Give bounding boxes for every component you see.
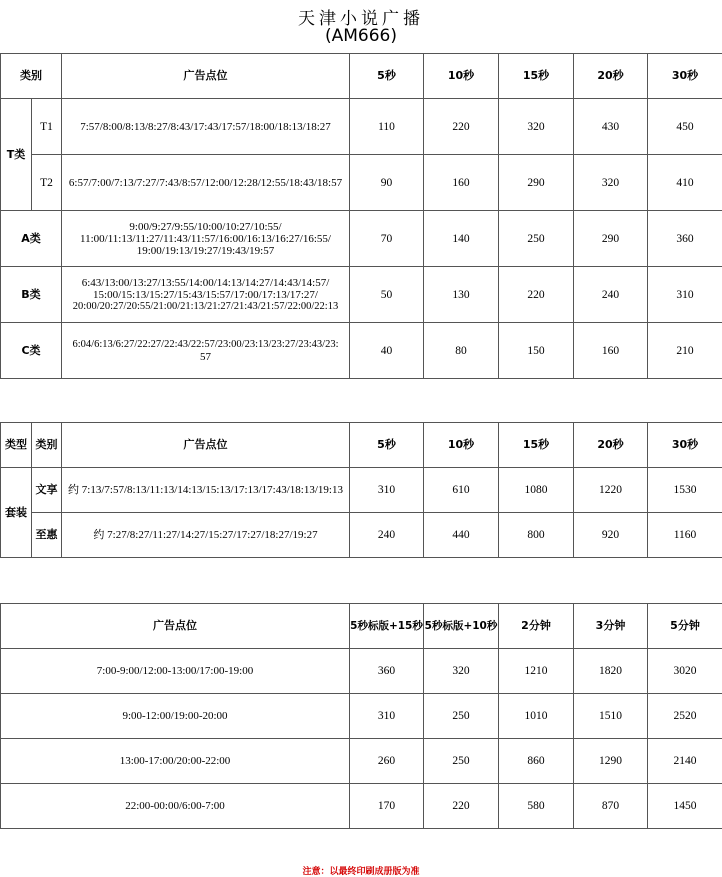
slot-line: 19:00/19:13/19:27/19:43/19:57 [136, 244, 275, 257]
slot-line: 57 [200, 350, 211, 363]
price-cell: 860 [499, 739, 574, 784]
price-cell: 360 [648, 211, 722, 267]
table-row [1, 784, 722, 829]
price-cell: 2520 [648, 694, 722, 739]
price-cell: 50 [350, 267, 424, 323]
price-cell: 1210 [499, 649, 574, 694]
price-cell: 240 [350, 513, 424, 558]
category-cell: T类 [1, 99, 32, 211]
price-cell: 170 [350, 784, 424, 829]
slot-cell: 约 7:13/7:57/8:13/11:13/14:13/15:13/17:13/17:43/18:13/19:13 [62, 468, 350, 513]
price-cell: 140 [424, 211, 499, 267]
slot-cell: 7:57/8:00/8:13/8:27/8:43/17:43/17:57/18:00/18:13/18:27 [62, 99, 350, 155]
price-cell: 220 [424, 99, 499, 155]
price-cell: 70 [350, 211, 424, 267]
header-duration: 5秒 [350, 423, 424, 468]
category-cell: A类 [1, 211, 62, 267]
price-cell: 320 [499, 99, 574, 155]
price-cell: 80 [424, 323, 499, 379]
table-row [1, 513, 722, 558]
price-cell: 3020 [648, 649, 722, 694]
price-cell: 250 [424, 739, 499, 784]
slot-cell: 6:57/7:00/7:13/7:27/7:43/8:57/12:00/12:28/12:55/18:43/18:57 [62, 155, 350, 211]
slot-cell: 7:00-9:00/12:00-13:00/17:00-19:00 [1, 649, 350, 694]
page-title: 天津小说广播 [298, 9, 424, 29]
slot-line: 9:00/9:27/9:55/10:00/10:27/10:55/ [129, 220, 282, 233]
header-duration: 2分钟 [499, 604, 574, 649]
price-cell: 1530 [648, 468, 722, 513]
rate-table-standard [0, 53, 722, 379]
price-cell: 1160 [648, 513, 722, 558]
price-cell: 320 [574, 155, 648, 211]
slot-line: 6:04/6:13/6:27/22:27/22:43/22:57/23:00/23:13/23:27/23:43/23: [72, 338, 339, 350]
slot-cell [62, 211, 350, 267]
price-cell: 160 [424, 155, 499, 211]
slot-line: 6:43/13:00/13:27/13:55/14:00/14:13/14:27/14:43/14:57/ [81, 276, 330, 289]
header-duration: 20秒 [574, 423, 648, 468]
price-cell: 250 [499, 211, 574, 267]
price-cell: 320 [424, 649, 499, 694]
type-cell: 套装 [1, 468, 32, 558]
header-duration: 10秒 [424, 423, 499, 468]
table-row [1, 155, 722, 211]
price-cell: 250 [424, 694, 499, 739]
table-row [1, 468, 722, 513]
table-row [1, 211, 722, 267]
table-row [1, 323, 722, 379]
price-cell: 160 [574, 323, 648, 379]
slot-cell [62, 323, 350, 379]
header-duration: 30秒 [648, 54, 722, 99]
header-duration: 5秒标版+10秒 [424, 604, 499, 649]
price-cell: 290 [499, 155, 574, 211]
slot-line: 20:00/20:27/20:55/21:00/21:13/21:27/21:43/21:57/22:00/22:13 [72, 300, 339, 312]
category-cell: B类 [1, 267, 62, 323]
price-cell: 220 [424, 784, 499, 829]
header-duration: 30秒 [648, 423, 722, 468]
slot-line: 15:00/15:13/15:27/15:43/15:57/17:00/17:13/17:27/ [93, 288, 318, 301]
price-cell: 920 [574, 513, 648, 558]
page-subtitle: (AM666) [324, 26, 397, 46]
subcategory-cell: T1 [32, 99, 62, 155]
price-cell: 430 [574, 99, 648, 155]
slot-cell: 22:00-00:00/6:00-7:00 [1, 784, 350, 829]
rate-table-packages [0, 422, 722, 558]
header-duration: 5秒 [350, 54, 424, 99]
category-cell: C类 [1, 323, 62, 379]
slot-cell: 13:00-17:00/20:00-22:00 [1, 739, 350, 784]
slot-cell: 9:00-12:00/19:00-20:00 [1, 694, 350, 739]
header-duration: 3分钟 [574, 604, 648, 649]
price-cell: 40 [350, 323, 424, 379]
price-cell: 310 [350, 468, 424, 513]
price-cell: 450 [648, 99, 722, 155]
table-row [1, 739, 722, 784]
subcategory-cell: T2 [32, 155, 62, 211]
price-cell: 1010 [499, 694, 574, 739]
price-cell: 1080 [499, 468, 574, 513]
price-cell: 610 [424, 468, 499, 513]
table-header-row [1, 604, 722, 649]
price-cell: 1290 [574, 739, 648, 784]
price-cell: 90 [350, 155, 424, 211]
slot-line: 11:00/11:13/11:27/11:43/11:57/16:00/16:13/16:27/16:55/ [80, 232, 331, 245]
subcategory-cell: 文享 [32, 468, 62, 513]
price-cell: 360 [350, 649, 424, 694]
price-cell: 1450 [648, 784, 722, 829]
price-cell: 210 [648, 323, 722, 379]
header-slot: 广告点位 [62, 423, 350, 468]
header-duration: 15秒 [499, 54, 574, 99]
price-cell: 220 [499, 267, 574, 323]
rate-table-long-form [0, 603, 722, 829]
header-duration: 5秒标版+15秒 [350, 604, 424, 649]
table-header-row [1, 423, 722, 468]
price-cell: 870 [574, 784, 648, 829]
price-cell: 110 [350, 99, 424, 155]
header-type: 类型 [1, 423, 32, 468]
price-cell: 290 [574, 211, 648, 267]
price-cell: 410 [648, 155, 722, 211]
header-duration: 20秒 [574, 54, 648, 99]
header-duration: 15秒 [499, 423, 574, 468]
table-row [1, 649, 722, 694]
price-cell: 310 [648, 267, 722, 323]
table-row [1, 267, 722, 323]
header-slot: 广告点位 [62, 54, 350, 99]
price-cell: 1220 [574, 468, 648, 513]
price-cell: 130 [424, 267, 499, 323]
header-duration: 10秒 [424, 54, 499, 99]
header-slot: 广告点位 [1, 604, 350, 649]
price-cell: 260 [350, 739, 424, 784]
header-duration: 5分钟 [648, 604, 722, 649]
price-cell: 150 [499, 323, 574, 379]
price-cell: 2140 [648, 739, 722, 784]
header-category: 类别 [1, 54, 62, 99]
price-cell: 1820 [574, 649, 648, 694]
slot-cell [62, 267, 350, 323]
slot-cell: 约 7:27/8:27/11:27/14:27/15:27/17:27/18:27/19:27 [62, 513, 350, 558]
table-header-row [1, 54, 722, 99]
price-cell: 440 [424, 513, 499, 558]
footnote: 注意：以最终印刷成册版为准 [302, 867, 420, 877]
header-category: 类别 [32, 423, 62, 468]
price-cell: 580 [499, 784, 574, 829]
price-cell: 310 [350, 694, 424, 739]
price-cell: 800 [499, 513, 574, 558]
subcategory-cell: 至惠 [32, 513, 62, 558]
price-cell: 240 [574, 267, 648, 323]
price-cell: 1510 [574, 694, 648, 739]
table-row [1, 99, 722, 155]
table-row [1, 694, 722, 739]
